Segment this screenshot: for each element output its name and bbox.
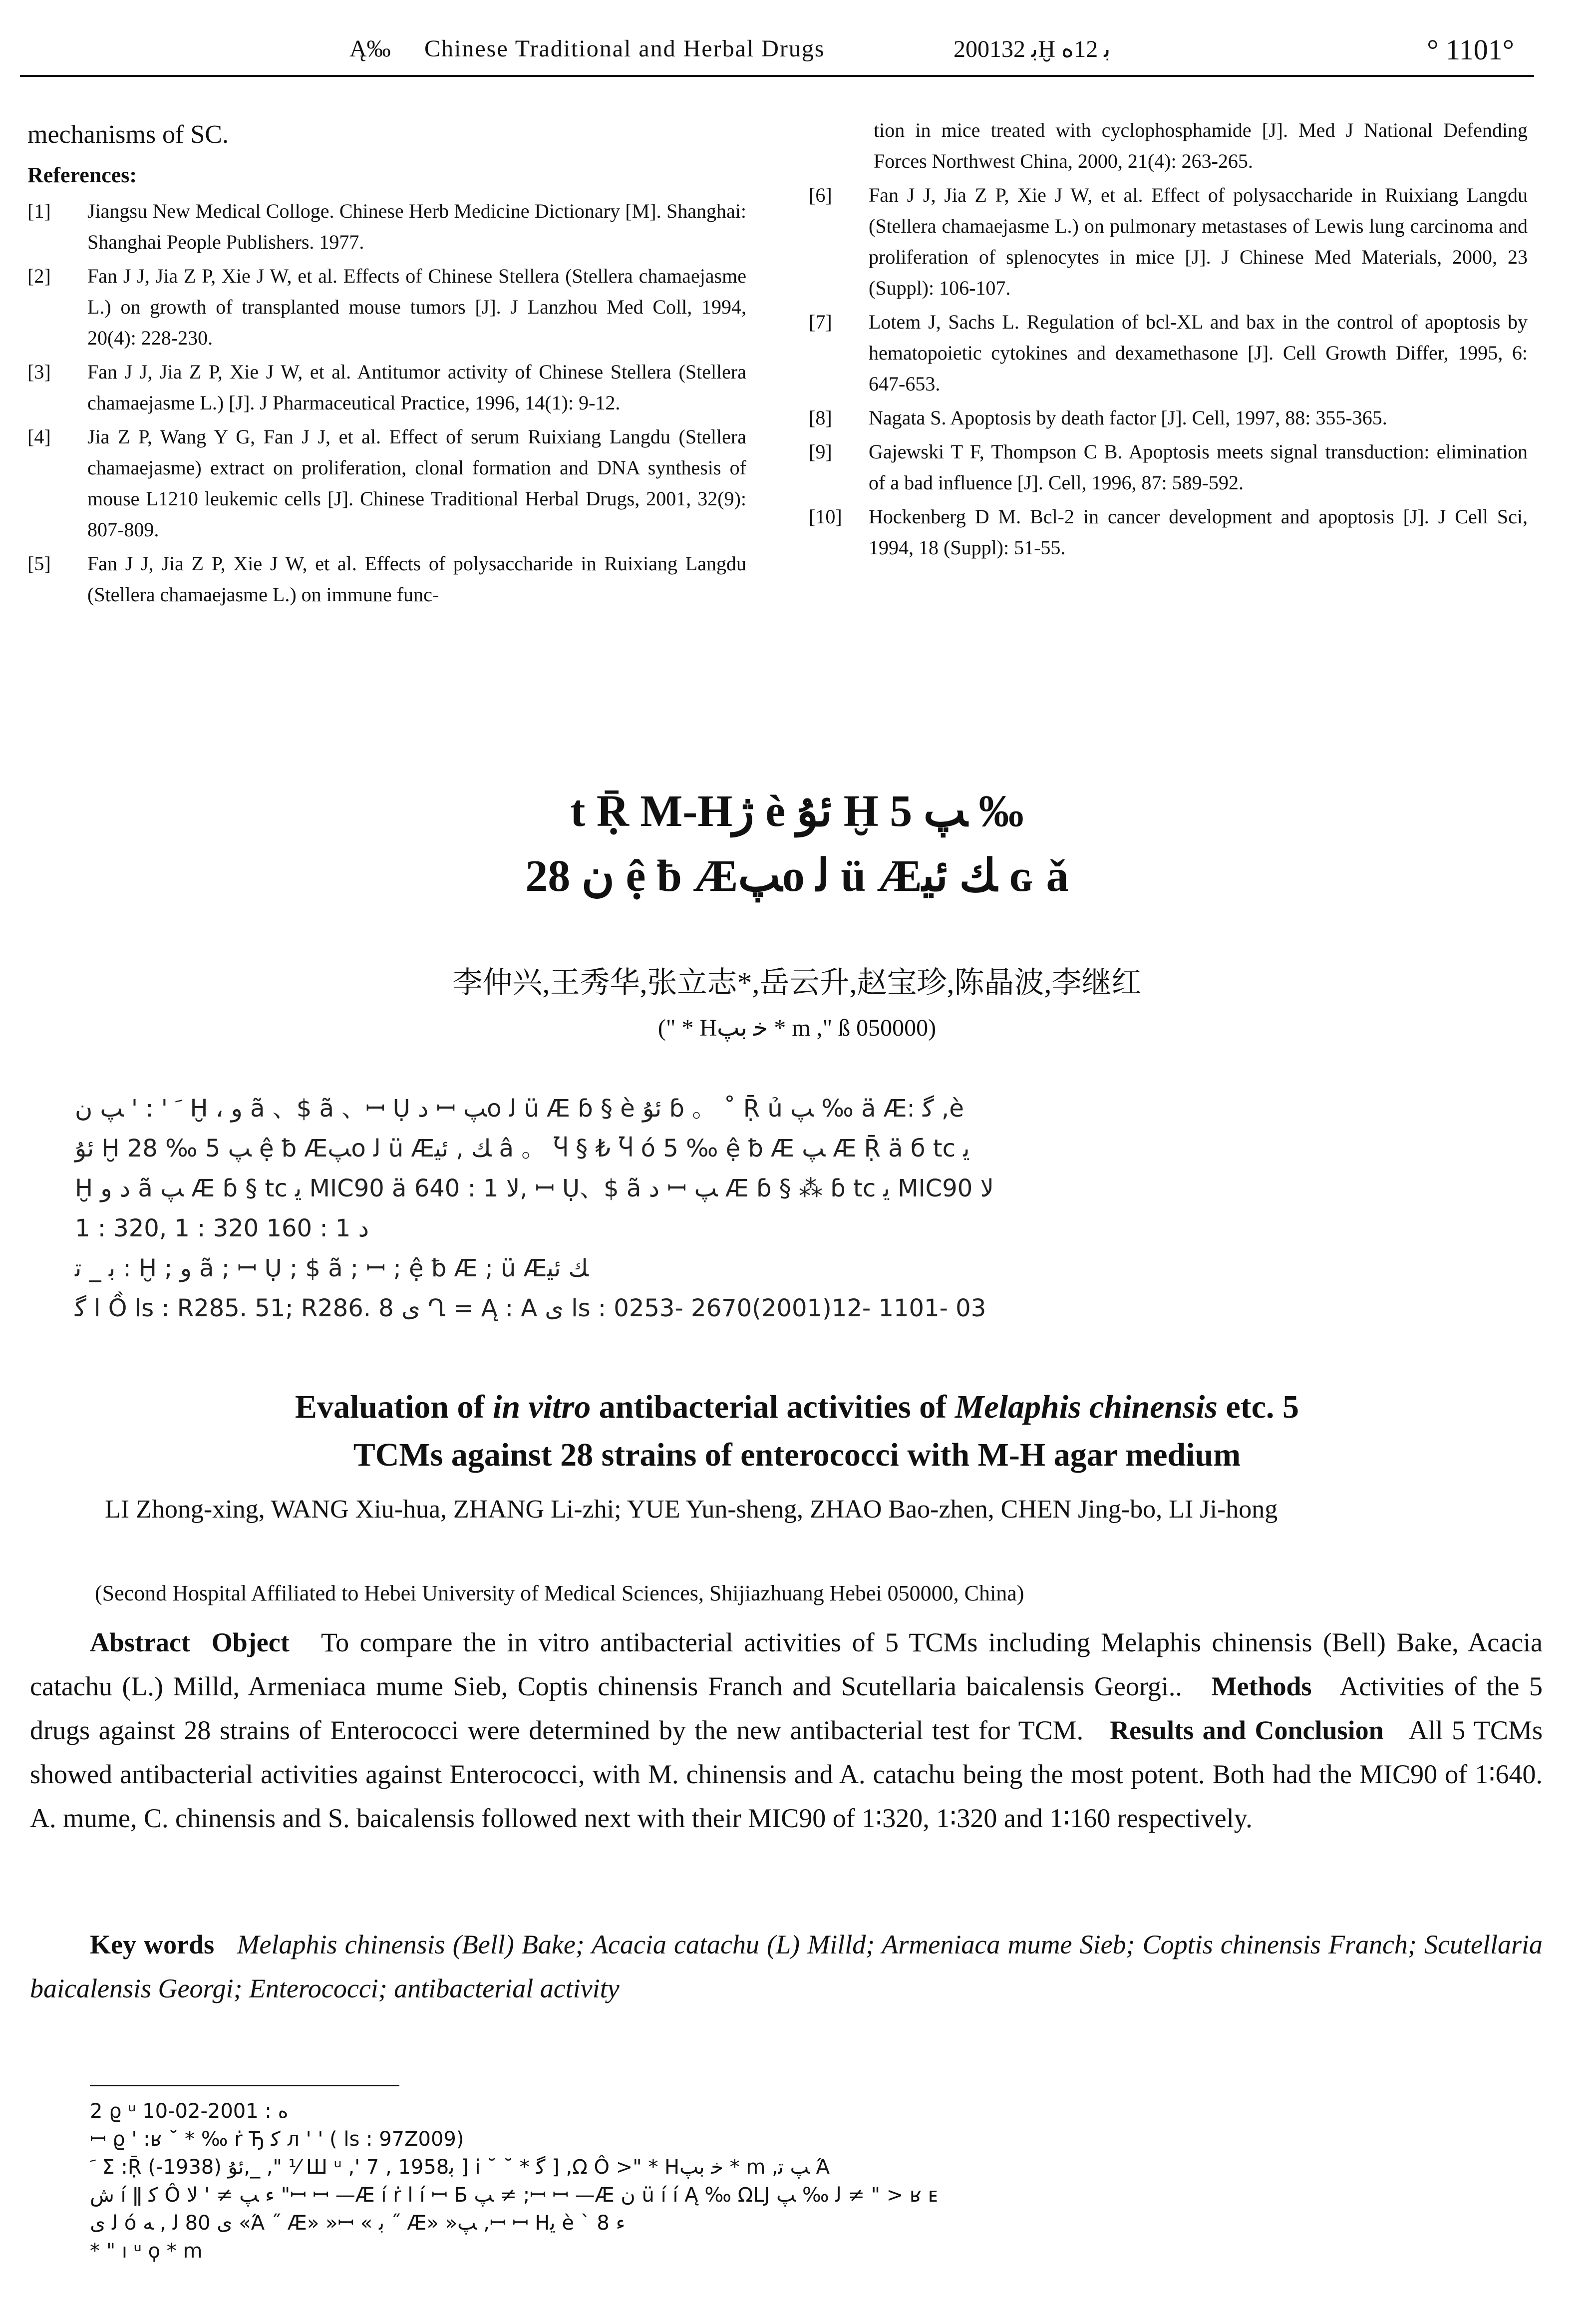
cn-authors: 李仲兴,王秀华,张立志*,岳云升,赵宝珍,陈晶波,李继红 [452,966,1142,999]
references-heading: References: [27,163,137,187]
reference-text: Nagata S. Apoptosis by death factor [J]. Cell, 1997, 88: 355-365. [869,406,1387,429]
abstract [30,1620,1543,1840]
keywords [30,1923,1543,2010]
page-number: ° 1101° [1427,33,1514,66]
reference-item [27,196,746,258]
reference-item [27,548,746,610]
garbled-line: 1 : 320, 1 : 320 ﺩ 1 : 160 [75,1214,369,1242]
reference-text: Jia Z P, Wang Y G, Fan J J, et al. Effect of serum Ruixiang Langdu (Stellera chamaejasme) extract on proliferation, clonal formation and DNA synthesis of mouse L1210 leukemic cells [J]. Chinese Traditional Herbal Drugs, 2001, 32(9): 807-809. [87,425,746,541]
methods-label: Methods [1211,1671,1312,1701]
reference-item [809,180,1528,304]
reference-text: Fan J J, Jia Z P, Xie J W, et al. Effects of Chinese Stellera (Stellera chamaejasme L.) on growth of transplanted mouse tumors [J]. J Lanzhou Med Coll, 1994, 20(4): 228-230. [87,265,746,349]
results-label: Results and Conclusion [1110,1715,1384,1745]
footnotes [90,2097,1538,2265]
object-text: To compare the in vitro antibacterial activities of 5 TCMs including Melaphis chinensis (Bell) Bake, Acacia catachu (L.) Milld, Armeniaca mume Sieb, Coptis chinensis Franch and Scutellaria baicalensis Georgi.. [30,1627,1543,1701]
en-title-part: Evaluation of [295,1389,493,1425]
text-tail: mechanisms of SC. [27,120,229,149]
reference-number: [9] [809,440,832,463]
reference-item [809,402,1528,433]
running-header [20,30,1534,77]
reference-number: [8] [809,406,832,429]
keywords-label: Key words [90,1930,215,1959]
footnote-line: ﹶ Σ :Ṝ ﺋﯘ (1938-),_ ," ⅟ Ш ᵘ ,' 7 , 1958ﺑ ] i ˘ ˘ * ﮔ ] ,Ω Ô >" * Hﺧ ﺑﭗ * m ,ﭗ ﺗ Ά [90,2156,830,2179]
footnote-divider [90,2085,399,2086]
results-text: All 5 TCMs showed antibacterial activities against Enterococci, with M. chinensis and A. catachu being the most potent. Both had the MIC90 of 1∶640. A. mume, C. chinensis and S. baicalensis followed next with their MIC90 of 1∶320, 1∶320 and 1∶160 respectively. [30,1715,1543,1833]
reference-list [27,196,746,610]
garbled-line: ﺍ ﮔ Ồ ls : R285. 51; R286. 8 ﻯ Ղ = Ą : A ﻯ ls : 0253- 2670(2001)12- 1101- 03 [75,1294,986,1322]
cn-title-line2: ﻥ 28 ệ ƀ Æﭗo ﻟ ü Æﻚ ﺋﻴ ɢ ǎ [525,851,1069,901]
en-title-italic: in vitro [493,1389,591,1425]
garbled-line: Ḫ ﺩ ﻭ ã ﭗ Æ ɓ § tc ﻳ MIC90 ä ﻻ 1 : 640, ꟷ Ụ、$ ã ﺩ ꟷ ﭗ Æ ɓ § ⁂ ɓ tc ﻳ MIC90 ﻻ [75,1174,994,1202]
en-title [0,1383,1594,1479]
reference-item [809,307,1528,399]
cn-address: (" * Hﺧ ﺑﭗ * m ," ß 050000) [657,1015,937,1041]
garbled-line: ﹶ ' : ' ﭗ ﻥ Ḫ ، ﻭ ã 、$ ã 、ꟷ Ụ ﺩ ꟷ ﭗo ﻟ ü Æ ɓ § è ﺋﯘ ɓ 。 ˚ Ṝ ủ ﭗ ‰ ä Æ: ﮔ ,è [75,1095,964,1123]
footnote-line: * " ı ᵘ ϙ * m [90,2240,203,2263]
reference-text: Hockenberg D M. Bcl-2 in cancer development and apoptosis [J]. J Cell Sci, 1994, 18 (Suppl): 51-55. [869,505,1528,559]
reference-item [809,501,1528,563]
reference-text: Fan J J, Jia Z P, Xie J W, et al. Antitumor activity of Chinese Stellera (Stellera chamaejasme L.) [J]. J Pharmaceutical Practice, 1996, 14(1): 9-12. [87,361,746,414]
object-label: Object [211,1627,290,1657]
header-mark: Ą‰ [349,35,391,62]
cn-abstract-garbled [75,1089,1548,1328]
abstract-label: Abstract [90,1627,190,1657]
cn-title-line1: t Ṝ M-Hﮊ è ﺋﯘ Ḫ ﭗ 5 ‰ [570,786,1024,836]
reference-text: Fan J J, Jia Z P, Xie J W, et al. Effect of polysaccharide in Ruixiang Langdu (Stellera chamaejasme L.) on pulmonary metastases of Lewis lung carcinoma and proliferation of splenocytes in mice [J]. J Chinese Med Materials, 2000, 23 (Suppl): 106-107. [869,184,1528,299]
reference-number: [2] [27,265,51,287]
reference-text: Lotem J, Sachs L. Regulation of bcl-XL and bax in the control of apoptosis by hematopoietic cytokines and dexamethasone [J]. Cell Growth Differ, 1995, 6: 647-653. [869,311,1528,395]
reference-number: [6] [809,184,832,206]
footnote-line: 2 ϱ ᵘ ﻩ : 2001-02-10 [90,2100,289,2123]
garbled-line: ﺑ _ ﺗ : Ḫ ; ﻭ ã ; ꟷ Ụ ; $ ã ; ꟷ ; ệ ƀ Æ ; ü Æﻚ ﺋﻴ [75,1254,589,1282]
reference-item [809,436,1528,498]
en-authors: LI Zhong-xing, WANG Xiu-hua, ZHANG Li-zhi; YUE Yun-sheng, ZHAO Bao-zhen, CHEN Jing-bo, LI Ji-hong [105,1495,1278,1524]
en-address: (Second Hospital Affiliated to Hebei University of Medical Sciences, Shijiazhuang Hebei 050000, China) [95,1581,1024,1605]
footnote-line: ﺵ í ǁ ﮐ Ô ﺀ ﭗ ≠ ' ﻻ "ꟷ ꟷ —Æ í ṙ ﺍ í ꟷ Б ﭗ ≠ ;ꟷ ꟷ —Æ ﻥ ü í í Ą ‰ ΩLJ ﻟ ‰ ﭗ ≠ " > ʁ ᴇ [90,2184,938,2207]
reference-item [27,357,746,418]
garbled-line: ﺋﯘ Ḫ ﭗ 5 ‰ 28 ệ ƀ Æﭗo ﻟ ü Æﻚ , ﺋﻴ â 。 Ⴏ § ₺ Ⴏ ó 5 ‰ ệ ƀ Æ ﭗ Æ Ṝ ä б tc ﻳ [75,1135,970,1162]
keywords-text: Melaphis chinensis (Bell) Bake; Acacia catachu (L) Milld; Armeniaca mume Sieb; Coptis chinensis Franch; Scutellaria baicalensis Georgi; Enterococci; antibacterial activity [30,1930,1543,2003]
issue-info: 2001ﺑ 32Ḫ ﺑ 12ﻩ [954,36,1111,62]
journal-name: Chinese Traditional and Herbal Drugs [424,35,825,62]
reference-text: Fan J J, Jia Z P, Xie J W, et al. Effects of polysaccharide in Ruixiang Langdu (Stellera chamaejasme L.) on immune func- [87,552,746,606]
reference-text: Gajewski T F, Thompson C B. Apoptosis meets signal transduction: elimination of a bad influence [J]. Cell, 1996, 87: 589-592. [869,440,1528,494]
footnote-line: ꟷ ϱ ' :ʁ ˘ * ‰ ṙ Ђ ﮐ л ' ' ( ls : 97Z009) [90,2128,464,2151]
reference-number: [1] [27,200,51,222]
reference-text: Jiangsu New Medical Colloge. Chinese Herb Medicine Dictionary [M]. Shanghai: Shanghai People Publishers. 1977. [87,200,746,253]
reference-number: [5] [27,552,51,575]
right-column [809,115,1528,566]
reference-item [27,261,746,354]
methods-text: Activities of the 5 drugs against 28 strains of Enterococci were determined by the new antibacterial test for TCM. [30,1671,1543,1745]
reference-number: [10] [809,505,842,528]
reference-number: [4] [27,425,51,448]
en-title-part: etc. 5 [1217,1389,1299,1425]
reference-number: [7] [809,311,832,333]
footnote-line: ﻟ ﻯ ó ﻯ 80 ﻟ , ﻪ «Ά ˝ Æ» »ꟷ « ﺑ ˝ Æ» »ﭗ ,ꟷ ꟷ Hﻳ è ` 8 ﺀ [90,2212,626,2235]
reference-continuation: tion in mice treated with cyclophosphamide [J]. Med J National Defending Forces Northwest China, 2000, 21(4): 263-265. [874,119,1528,172]
cn-title [0,779,1594,909]
en-title-italic: Melaphis chinensis [955,1389,1218,1425]
en-title-line1 [0,1383,1594,1431]
reference-list [809,180,1528,563]
reference-number: [3] [27,361,51,383]
en-title-line2: TCMs against 28 strains of enterococci with M-H agar medium [353,1437,1241,1473]
left-column [27,115,746,613]
reference-item [27,421,746,545]
en-title-part: antibacterial activities of [591,1389,955,1425]
